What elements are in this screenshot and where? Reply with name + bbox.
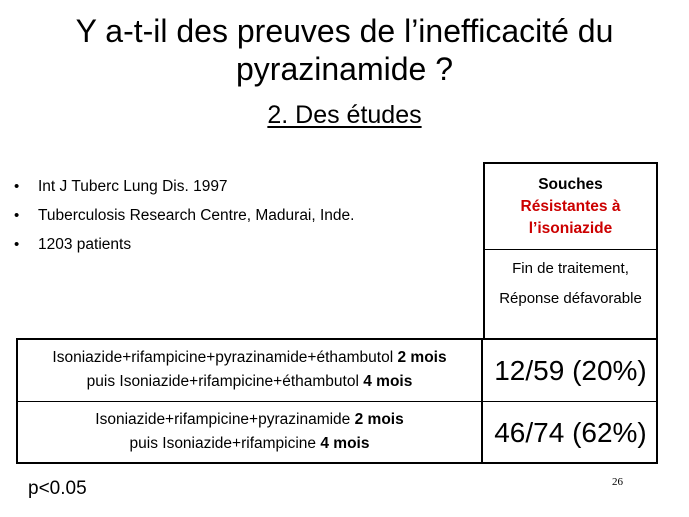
page-number: 26 (612, 476, 623, 488)
table-row (18, 340, 656, 402)
list-item-text: Tuberculosis Research Centre, Madurai, Inde. (38, 207, 355, 224)
header-sub2: Réponse défavorable (499, 290, 642, 307)
regimen-cell (18, 340, 483, 401)
duration-text: 2 mois (397, 349, 447, 366)
slide-title-line2: pyrazinamide ? (236, 51, 453, 87)
result-cell: 46/74 (62%) (494, 417, 647, 448)
regimen-text: Isoniazide+rifampicine+pyrazinamide (95, 411, 351, 428)
p-value: p<0.05 (28, 478, 87, 499)
bullet-icon: • (14, 236, 20, 253)
results-table (16, 338, 658, 464)
header-line1: Souches (538, 176, 603, 193)
header-line2: Résistantes à (520, 198, 621, 215)
regimen-cell (18, 402, 483, 463)
result-cell: 12/59 (20%) (494, 355, 647, 386)
slide-title (0, 12, 689, 88)
regimen-text: puis Isoniazide+rifampicine+éthambutol (86, 373, 359, 390)
list-item (14, 201, 354, 230)
study-info-list (14, 172, 354, 259)
duration-text: 2 mois (354, 411, 404, 428)
list-item-text: Int J Tuberc Lung Dis. 1997 (38, 178, 228, 195)
bullet-icon: • (14, 207, 20, 224)
slide-title-line1: Y a-t-il des preuves de l’inefficacité du (75, 13, 614, 49)
header-line3: l’isoniazide (528, 220, 613, 237)
bullet-icon: • (14, 178, 20, 195)
slide-subtitle (0, 100, 689, 130)
list-item-text: 1203 patients (38, 236, 132, 253)
list-item (14, 230, 354, 259)
list-item (14, 172, 354, 201)
table-row (18, 402, 656, 463)
header-strain-label (485, 164, 656, 250)
results-column-header (483, 162, 658, 338)
duration-text: 4 mois (363, 373, 413, 390)
header-sub1: Fin de traitement, (512, 260, 629, 277)
subtitle-text: 2. Des études (267, 101, 422, 129)
regimen-text: Isoniazide+rifampicine+pyrazinamide+éthambutol (52, 349, 394, 366)
duration-text: 4 mois (320, 435, 370, 452)
header-outcome-label (485, 250, 656, 314)
regimen-text: puis Isoniazide+rifampicine (129, 435, 317, 452)
